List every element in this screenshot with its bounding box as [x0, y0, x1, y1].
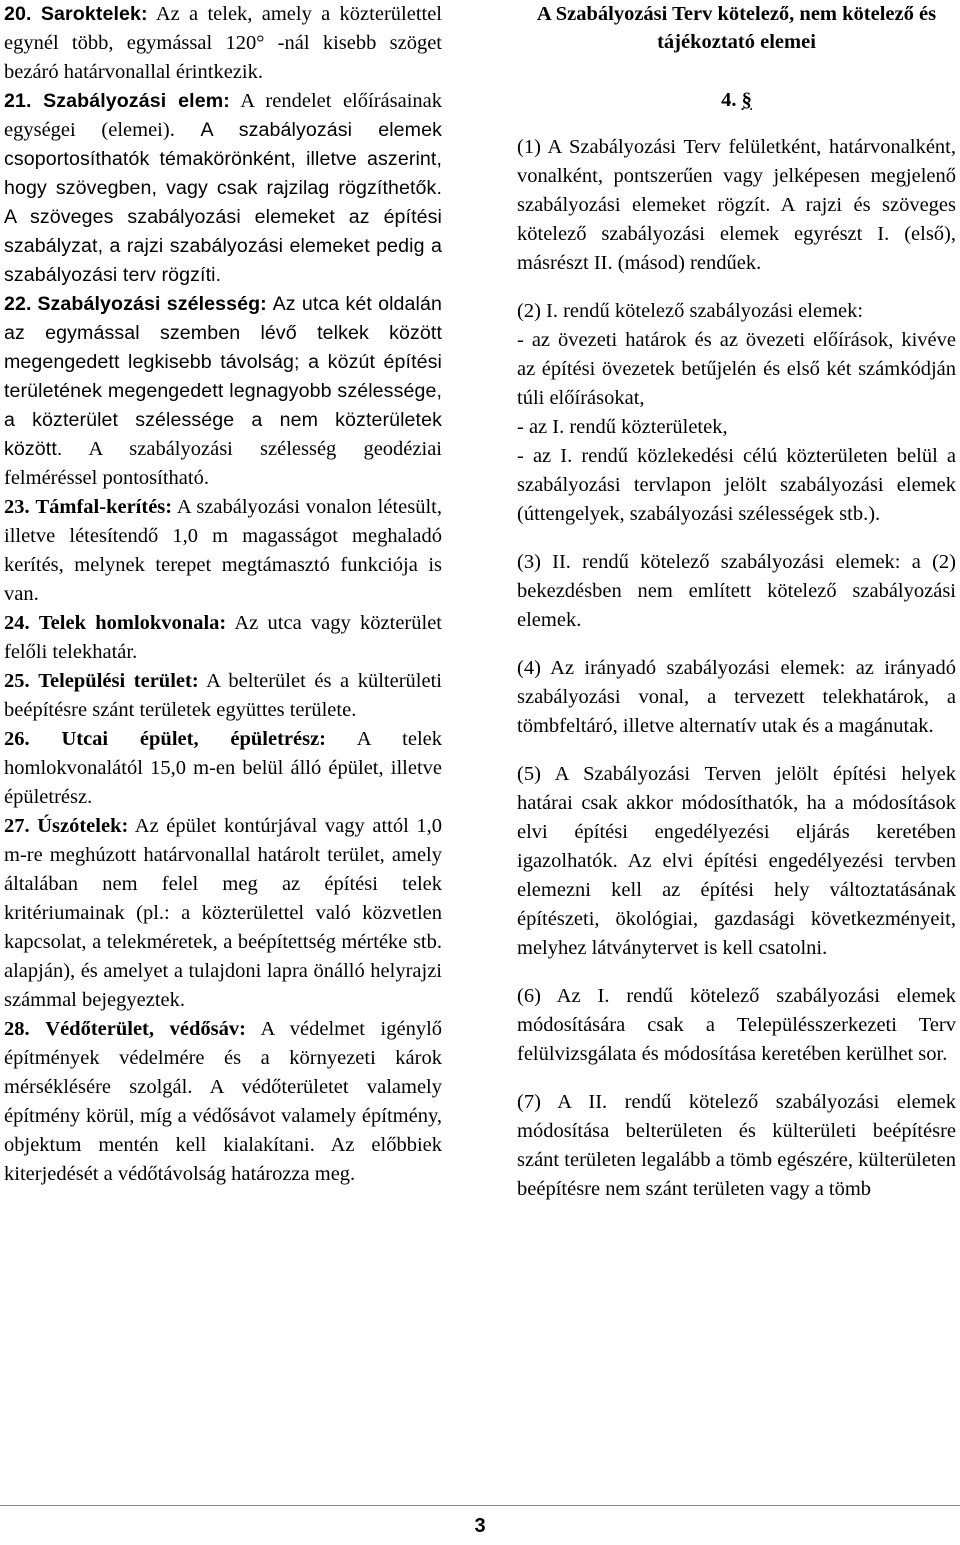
definition-22	[4, 290, 442, 493]
list-item: - az I. rendű közterületek,	[517, 416, 728, 438]
footer-divider	[0, 1505, 960, 1506]
definition-term: Védőterület, védősáv:	[45, 1018, 246, 1040]
definition-text: Az utca vagy közterület felőli telekhatár.	[4, 612, 443, 663]
definition-23	[4, 493, 442, 609]
page-number: 3	[474, 1515, 486, 1537]
paragraph-6: (6) Az I. rendű kötelező szabályozási elemek módosítására csak a Településszerkezeti Terv felülvizsgálata és módosítása keretében kerülhet sor.	[517, 985, 956, 1065]
right-column	[517, 0, 956, 1204]
definition-27	[4, 812, 442, 1015]
definition-term: Támfal-kerítés:	[35, 496, 173, 518]
section-number	[517, 86, 956, 114]
definition-text: A szabályozási vonalon létesült, illetve létesítendő 1,0 m magasságot meghaladó kerítés, melynek terepet megtámasztó funkciója is van.	[4, 496, 442, 605]
definition-21	[4, 87, 442, 290]
definition-term: Szabályozási szélesség:	[37, 293, 267, 315]
definition-text: A telek homlokvonalától 15,0 m-en belül álló épület, illetve épületrész.	[4, 728, 443, 808]
definition-number: 24.	[4, 612, 30, 634]
definition-number: 27.	[4, 815, 30, 837]
definition-term: Telek homlokvonala:	[38, 612, 227, 634]
list-item: - az övezeti határok és az övezeti előírások, kivéve az építési övezetek betűjelén és első két számkódján túli előírásokat,	[517, 329, 956, 409]
paragraph-4: (4) Az irányadó szabályozási elemek: az irányadó szabályozási vonal, a tervezett telekhatárok, a tömbfeltáró, illetve alternatív utak és a magánutak.	[517, 657, 956, 737]
definition-number: 21.	[4, 90, 32, 112]
definition-number: 23.	[4, 496, 30, 518]
definition-20	[4, 0, 442, 87]
definition-25	[4, 667, 442, 725]
definition-text: A szabályozási elemek csoportosíthatók témakörönként, illetve aszerint, hogy szövegben, vagy csak rajzilag rögzíthetők.	[4, 119, 442, 199]
definition-26	[4, 725, 442, 812]
paragraph-1: (1) A Szabályozási Terv felületként, határvonalként, vonalként, pontszerűen vagy jelképesen megjelenő szabályozási elemeket rögzít. A rajzi és szöveges kötelező szabályozási elemek egyrészt I. (első), másrészt II. (másod) rendűek.	[517, 136, 956, 274]
paragraph-5: (5) A Szabályozási Terven jelölt építési helyek határai csak akkor módosíthatók, ha a módosítások elvi építési engedélyezési eljárás keretében igazolhatók. Az elvi építési engedélyezési tervben elemezni kell az építési hely változtatásának építészeti, ökológiai, gazdasági következményeit, melyhez látványtervet is kell csatolni.	[517, 763, 956, 959]
definition-text: A belterület és a külterületi beépítésre szánt területek együttes területe.	[4, 670, 442, 721]
definition-term: Utcai épület, épületrész:	[61, 728, 326, 750]
definition-term: Úszótelek:	[37, 815, 129, 837]
definition-term: Szabályozási elem:	[43, 90, 230, 112]
definition-text: A szabályozási szélesség geodéziai felméréssel pontosítható.	[4, 438, 442, 489]
definition-number: 22.	[4, 293, 32, 315]
paragraph-3: (3) II. rendű kötelező szabályozási elemek: a (2) bekezdésben nem említett kötelező szabályozási elemek.	[517, 551, 956, 631]
paragraph-2-intro: (2) I. rendű kötelező szabályozási elemek:	[517, 300, 864, 322]
definition-28	[4, 1015, 442, 1189]
definition-number: 20.	[4, 3, 32, 25]
definition-24	[4, 609, 442, 667]
definition-term: Települési terület:	[38, 670, 199, 692]
paragraph-7: (7) A II. rendű kötelező szabályozási elemek módosítása belterületen és külterületi beépítésre szánt területen legalább a tömb egészére, külterületen beépítésre nem szánt területen vagy a tömb	[517, 1091, 956, 1200]
section-num-text: 4.	[721, 89, 737, 111]
definition-text: Az épület kontúrjával vagy attól 1,0 m-re meghúzott határvonallal határolt terület, amely általában nem felel meg az építési telek kritériumainak (pl.: a közterülettel való közvetlen kapcsolat, a telekméretek, a beépítettség mértéke stb. alapján), és amelyet a tulajdoni lapra önálló helyrajzi számmal bejegyeztek.	[4, 815, 443, 1011]
definition-number: 25.	[4, 670, 30, 692]
left-column	[4, 0, 442, 1189]
definition-text: A védelmet igénylő építmények védelmére és a környezeti károk mérséklésére szolgál. A védőterületet valamely építmény körül, míg a védősávot valamely építmény, objektum mentén kell kialakítani. Az előbbiek kiterjedését a védőtávolság határozza meg.	[4, 1018, 443, 1185]
section-symbol: §	[741, 89, 752, 111]
definition-number: 28.	[4, 1018, 30, 1040]
paragraph-2	[517, 297, 956, 529]
section-heading: A Szabályozási Terv kötelező, nem kötelező és tájékoztató elemei	[536, 3, 937, 53]
list-item: - az I. rendű közlekedési célú közterületen belül a szabályozási tervlapon jelölt szabályozási elemek (úttengelyek, szabályozási szélességek stb.).	[517, 445, 956, 525]
definition-number: 26.	[4, 728, 30, 750]
definition-text: A szöveges szabályozási elemeket az építési szabályzat, a rajzi szabályozási elemeket pedig a szabályozási terv rögzíti.	[4, 206, 442, 286]
definition-text: Az utca két oldalán az egymással szemben lévő telkek között megengedett legkisebb távolság; a közút építési területének megengedett legnagyobb szélessége, a közterület szélessége a nem közterületek között.	[4, 293, 443, 460]
definition-text: A rendelet előírásainak egységei (elemei).	[4, 90, 442, 141]
definition-text: Az a telek, amely a közterülettel egynél több, egymással 120° -nál kisebb szöget bezáró határvonallal érintkezik.	[4, 3, 443, 83]
definition-term: Saroktelek:	[40, 3, 148, 25]
